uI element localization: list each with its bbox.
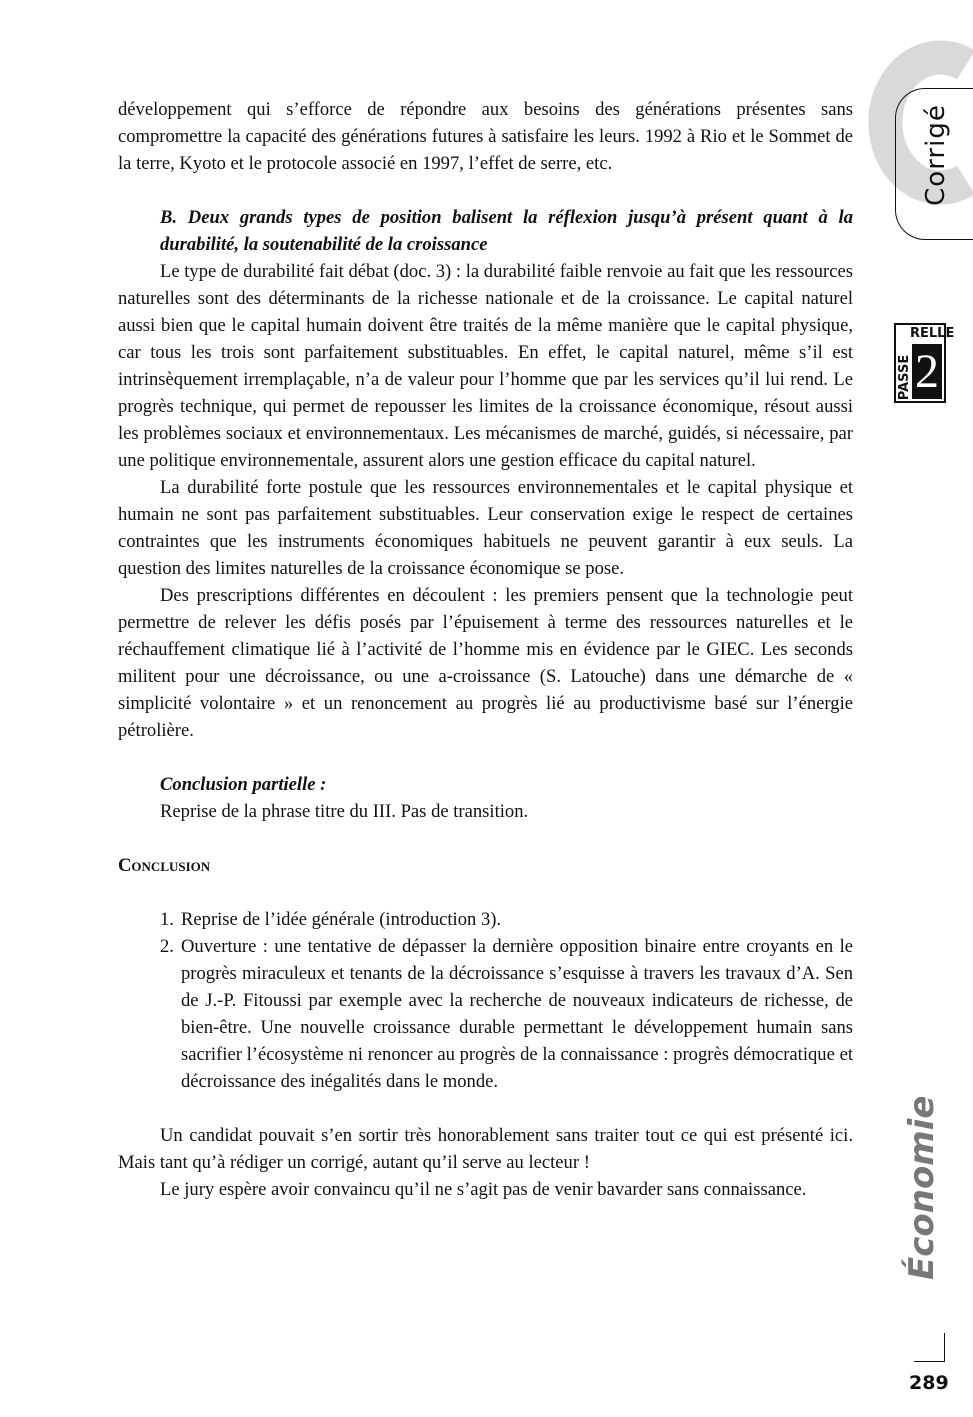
page-number: 289 (909, 1372, 949, 1394)
corrige-label: Corrigé (921, 104, 951, 206)
paragraph: Des prescriptions différentes en découlent : les premiers pensent que la technologie peut permettre de relever les défis posés par l’épuisement à terme des ressources naturelles et le réchauffement climatique lié à l’activité de l’homme mis en évidence par le GIEC. Les seconds militent pour une décroissance, ou une a-croissance (S. Latouche) dans une démarche de « simplicité volontaire » et un renoncement au progrès lié au productivisme basé sur l’énergie pétrolière. (118, 585, 853, 741)
paragraph: Reprise de la phrase titre du III. Pas de transition. (160, 801, 529, 822)
list-number: 2. (160, 936, 174, 957)
body-text (118, 96, 853, 1203)
paragraph: Le jury espère avoir convaincu qu’il ne s’agit pas de venir bavarder sans connaissance. (160, 1179, 807, 1200)
paragraph: Un candidat pouvait s’en sortir très honorablement sans traiter tout ce qui est présenté ici. Mais tant qu’à rédiger un corrigé, autant qu’il serve au lecteur ! (118, 1125, 853, 1173)
list-number: 1. (160, 909, 174, 930)
list-item (160, 933, 853, 1095)
paragraph: développement qui s’efforce de répondre aux besoins des générations présentes sans compromettre la capacité des générations futures à satisfaire les leurs. 1992 à Rio et le Sommet de la terre, Kyoto et le protocole associé en 1997, l’effet de serre, etc. (118, 99, 853, 174)
conclusion-list (160, 906, 853, 1095)
list-text: Ouverture : une tentative de dépasser la dernière opposition binaire entre croyants en le progrès miraculeux et tenants de la décroissance s’esquisse à travers les travaux d’A. Sen de J.-P. Fitoussi par exemple avec la recherche de nouveaux indicateurs de richesse, de bien-être. Une nouvelle croissance durable permettant le développement humain sans sacrifier l’écosystème ni renoncer au progrès de la connaissance : progrès démocratique et décroissance des inégalités dans le monde. (181, 936, 853, 1092)
paragraph: La durabilité forte postule que les ressources environnementales et le capital physique et humain ne sont pas parfaitement substituables. Leur conservation exige le respect de certaines contraintes que les instruments économiques habituels ne peuvent garantir à eux seuls. La question des limites naturelles de la croissance économique se pose. (118, 477, 853, 579)
page-corner-mark (914, 1333, 945, 1362)
passerelle-badge (894, 323, 955, 403)
conclusion-title: Conclusion (118, 855, 211, 876)
paragraph: Le type de durabilité fait débat (doc. 3) : la durabilité faible renvoie au fait que les ressources naturelles sont des déterminants de la richesse nationale et de la croissance. Le capital naturel aussi bien que le capital humain doivent être traités de la même manière que le capital physique, car tous les trois sont parfaitement substituables. En effet, le capital naturel, même s’il est intrinsèquement irremplaçable, n’a de valeur pour l’homme que par les services qu’il lui rend. Le progrès technique, qui permet de repousser les limites de la croissance économique, résout aussi les problèmes sociaux et environnementaux. Les mécanismes de marché, guidés, si nécessaire, par une politique environnementale, assurent alors une gestion efficace du capital naturel. (118, 261, 853, 471)
badge-side-text: PASSE (897, 354, 913, 401)
badge-top-text: RELLE (910, 326, 955, 341)
section-heading: B. Deux grands types de position balisent la réflexion jusqu’à présent quant à la durabilité, la soutenabilité de la croissance (160, 207, 853, 255)
list-text: Reprise de l’idée générale (introduction 3). (181, 909, 502, 930)
list-item (160, 906, 853, 933)
section-label: Économie (902, 1095, 942, 1280)
badge-number: 2 (912, 344, 942, 399)
partial-conclusion-title: Conclusion partielle : (160, 774, 327, 795)
